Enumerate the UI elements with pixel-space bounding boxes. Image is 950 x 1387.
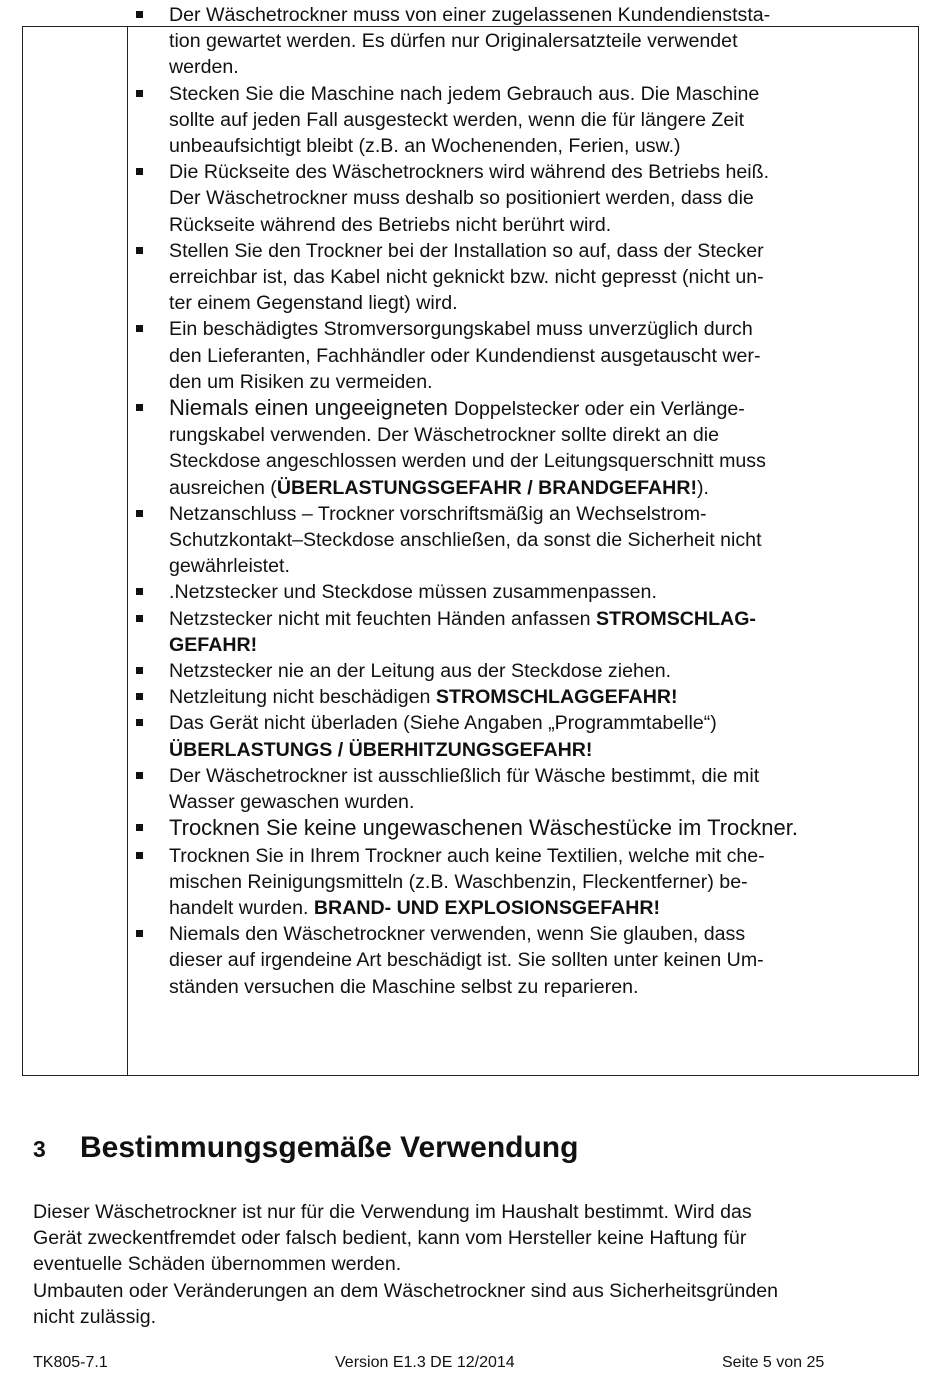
bullet-text: Der Wäschetrockner muss von einer zugelassenen Kundendienststa- [169, 4, 771, 26]
bullet-text: ständen versuchen die Maschine selbst zu reparieren. [169, 975, 639, 998]
bullet-item [128, 921, 908, 1000]
bullet-text: Der Wäschetrockner muss deshalb so positioniert werden, dass die [169, 187, 754, 210]
bullet-square-icon [136, 404, 143, 411]
bullet-text: Schutzkontakt–Steckdose anschließen, da sonst die Sicherheit nicht [169, 529, 762, 552]
bullet-text: Netzleitung nicht beschädigen [169, 686, 436, 709]
bullet-text: den Lieferanten, Fachhändler oder Kundendienst ausgetauscht wer- [169, 344, 761, 367]
bullet-square-icon [136, 510, 143, 517]
bullet-item [128, 2, 908, 81]
bullet-square-icon [136, 772, 143, 779]
warning-text: GEFAHR! [169, 633, 258, 656]
bullet-text: Wasser gewaschen wurden. [169, 791, 415, 814]
bullet-text: Stellen Sie den Trockner bei der Installation so auf, dass der Stecker [169, 239, 764, 262]
paragraph-line: nicht zulässig. [33, 1306, 157, 1329]
bullet-text: Stecken Sie die Maschine nach jedem Gebrauch aus. Die Maschine [169, 82, 760, 105]
warning-text: BRAND- UND EXPLOSIONSGEFAHR! [313, 896, 661, 919]
bullet-text: handelt wurden. [169, 896, 314, 919]
bullet-square-icon [136, 824, 143, 831]
warning-text: STROMSCHLAG- [595, 607, 756, 630]
bullet-square-icon [136, 588, 143, 595]
bullet-item [128, 710, 908, 762]
warning-text: ÜBERLASTUNGSGEFAHR / BRANDGEFAHR! [276, 476, 698, 499]
section-number: 3 [33, 1136, 46, 1162]
bullet-text: Netzanschluss – Trockner vorschriftsmäßig an Wechselstrom- [169, 502, 707, 525]
bullet-item [128, 579, 908, 605]
paragraph-line: eventuelle Schäden übernommen werden. [33, 1253, 402, 1276]
bullet-square-icon [136, 11, 143, 18]
bullet-text: Der Wäschetrockner ist ausschließlich für Wäsche bestimmt, die mit [169, 764, 760, 787]
section-heading [33, 1131, 578, 1165]
bullet-text: den um Risiken zu vermeiden. [169, 370, 433, 393]
paragraph-line: Dieser Wäschetrockner ist nur für die Verwendung im Haushalt bestimmt. Wird das [33, 1201, 752, 1223]
footer-version: Version E1.3 DE 12/2014 [335, 1354, 515, 1371]
bullet-text: Niemals den Wäschetrockner verwenden, wenn Sie glauben, dass [169, 923, 746, 946]
bullet-text: Doppelstecker oder ein Verlänge- [453, 398, 745, 421]
bullet-text: Niemals einen ungeeigneten [169, 395, 454, 421]
modifications-paragraph [33, 1278, 928, 1330]
bullet-text: Die Rückseite des Wäschetrockners wird während des Betriebs heiß. [169, 161, 770, 184]
bullet-item [128, 316, 908, 395]
bullet-square-icon [136, 90, 143, 97]
bullet-text: ). [697, 476, 709, 499]
warning-text: STROMSCHLAGGEFAHR! [435, 686, 678, 709]
bullet-text: unbeaufsichtigt bleibt (z.B. an Wochenenden, Ferien, usw.) [169, 135, 681, 158]
bullet-text: Netzstecker nie an der Leitung aus der Steckdose ziehen. [169, 660, 672, 683]
bullet-item [128, 606, 908, 658]
bullet-square-icon [136, 852, 143, 859]
bullet-text: Das Gerät nicht überladen (Siehe Angaben „Programmtabelle“) [169, 712, 717, 735]
bullet-text: werden. [169, 56, 239, 79]
bullet-item [128, 501, 908, 580]
bullet-item [128, 815, 908, 842]
paragraph-line: Gerät zweckentfremdet oder falsch bedient, kann vom Hersteller keine Haftung für [33, 1227, 747, 1250]
bullet-square-icon [136, 247, 143, 254]
bullet-text: mischen Reinigungsmitteln (z.B. Waschbenzin, Fleckentferner) be- [169, 870, 748, 893]
bullet-text: Ein beschädigtes Stromversorgungskabel muss unverzüglich durch [169, 318, 753, 341]
table-left-column [23, 27, 128, 1075]
bullet-text: erreichbar ist, das Kabel nicht geknickt bzw. nicht gepresst (nicht un- [169, 266, 764, 289]
bullet-item [128, 763, 908, 815]
bullet-item [128, 843, 908, 922]
bullet-item [128, 81, 908, 160]
bullet-text: dieser auf irgendeine Art beschädigt ist. Sie sollten unter keinen Um- [169, 949, 764, 972]
bullet-text: ausreichen ( [169, 476, 277, 499]
bullet-item [128, 159, 908, 238]
bullet-text: Steckdose angeschlossen werden und der Leitungsquerschnitt muss [169, 450, 766, 473]
bullet-item [128, 684, 908, 710]
bullet-text: sollte auf jeden Fall ausgesteckt werden, wenn die für längere Zeit [169, 108, 745, 131]
bullet-text: Trocknen Sie in Ihrem Trockner auch keine Textilien, welche mit che- [169, 844, 765, 867]
bullet-square-icon [136, 325, 143, 332]
bullet-square-icon [136, 719, 143, 726]
bullet-text: Netzstecker nicht mit feuchten Händen anfassen [169, 607, 596, 630]
bullet-square-icon [136, 693, 143, 700]
bullet-text: Trocknen Sie keine ungewaschenen Wäschestücke im Trockner. [169, 815, 798, 841]
bullet-item [128, 395, 908, 501]
paragraph-line: Umbauten oder Veränderungen an dem Wäschetrockner sind aus Sicherheitsgründen [33, 1280, 779, 1302]
safety-bullet-list [128, 2, 908, 1000]
bullet-text: rungskabel verwenden. Der Wäschetrockner sollte direkt an die [169, 424, 719, 447]
bullet-square-icon [136, 930, 143, 937]
bullet-text: .Netzstecker und Steckdose müssen zusammenpassen. [169, 581, 657, 604]
warning-text: ÜBERLASTUNGS / ÜBERHITZUNGSGEFAHR! [169, 738, 593, 761]
bullet-square-icon [136, 168, 143, 175]
footer-document-id: TK805-7.1 [33, 1354, 108, 1371]
bullet-square-icon [136, 667, 143, 674]
bullet-text: ter einem Gegenstand liegt) wird. [169, 292, 458, 315]
bullet-item [128, 238, 908, 317]
bullet-text: gewährleistet. [169, 555, 290, 578]
bullet-item [128, 658, 908, 684]
footer-page-number: Seite 5 von 25 [722, 1354, 825, 1371]
intended-use-paragraph [33, 1199, 928, 1278]
bullet-text: tion gewartet werden. Es dürfen nur Originalersatzteile verwendet [169, 30, 738, 53]
section-title: Bestimmungsgemäße Verwendung [80, 1131, 579, 1164]
bullet-square-icon [136, 615, 143, 622]
bullet-text: Rückseite während des Betriebs nicht berührt wird. [169, 213, 612, 236]
